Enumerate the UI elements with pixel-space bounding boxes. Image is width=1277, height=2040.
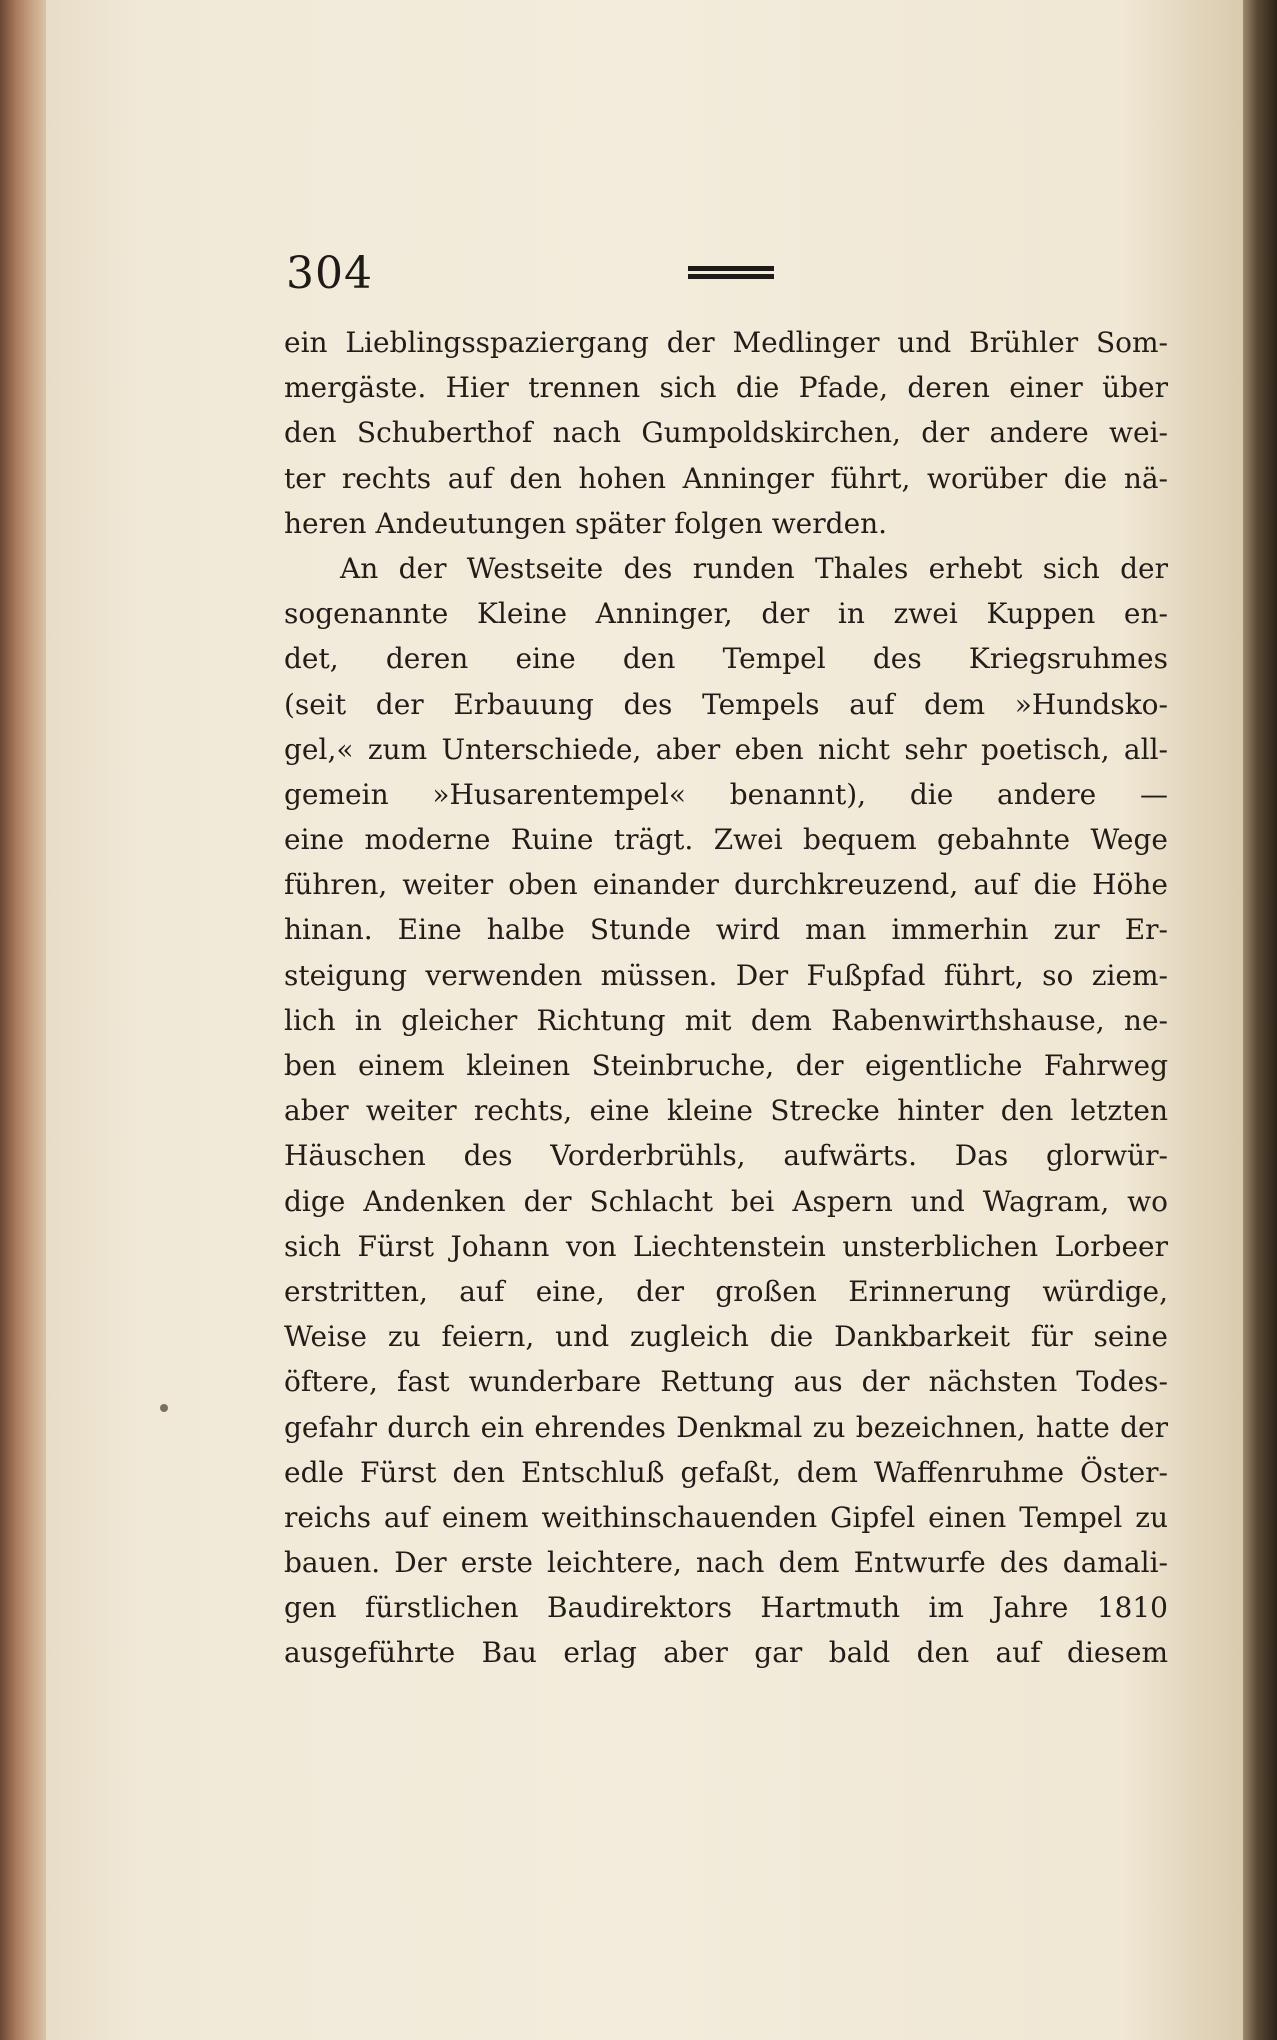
text-line: aber weiter rechts, eine kleine Strecke hinter den letzten [284,1094,1168,1128]
text-line: ben einem kleinen Steinbruche, der eigentliche Fahrweg [284,1049,1168,1082]
book-spine-edge [0,0,46,2040]
text-line: Häuschen des Vorderbrühls, aufwärts. Das glorwür- [284,1139,1168,1173]
text-line: eine moderne Ruine trägt. Zwei bequem gebahnte Wege [284,823,1168,857]
text-line: lich in gleicher Richtung mit dem Rabenwirthshause, ne- [284,1003,1168,1037]
page-fore-edge [1243,0,1277,2040]
text-line: ein Lieblingsspaziergang der Medlinger und Brühler Som- [284,326,1168,359]
header-double-rule [688,266,774,280]
text-line: gemein »Husarentempel« benannt), die andere — [284,777,1168,811]
body-text [284,320,1168,1676]
text-line: edle Fürst den Entschluß gefaßt, dem Waffenruhme Öster- [284,1455,1168,1489]
page-number: 304 [286,248,373,299]
text-line: bauen. Der erste leichtere, nach dem Entwurfe des damali- [284,1546,1168,1580]
text-line: den Schuberthof nach Gumpoldskirchen, der andere wei- [284,416,1168,450]
text-line: det, deren eine den Tempel des Kriegsruhmes [284,642,1168,676]
text-line: führen, weiter oben einander durchkreuzend, auf die Höhe [284,868,1168,902]
text-line: heren Andeutungen später folgen werden. [284,506,888,540]
text-line: sogenannte Kleine Anninger, der in zwei Kuppen en- [284,597,1168,631]
text-line: erstritten, auf eine, der großen Erinnerung würdige, [284,1274,1168,1308]
text-line: hinan. Eine halbe Stunde wird man immerhin zur Er- [284,913,1168,947]
text-line: (seit der Erbauung des Tempels auf dem »Hundsko- [284,687,1168,721]
text-line: mergäste. Hier trennen sich die Pfade, deren einer über [284,371,1168,405]
text-line: sich Fürst Johann von Liechtenstein unsterblichen Lorbeer [284,1229,1168,1263]
text-line: Weise zu feiern, und zugleich die Dankbarkeit für seine [284,1320,1168,1354]
text-line: gen fürstlichen Baudirektors Hartmuth im Jahre 1810 [284,1591,1168,1625]
text-line: öftere, fast wunderbare Rettung aus der nächsten Todes- [284,1365,1168,1399]
text-line: reichs auf einem weithinschauenden Gipfel einen Tempel zu [284,1500,1168,1534]
text-line: gel,« zum Unterschiede, aber eben nicht sehr poetisch, all- [284,732,1168,766]
paragraph-start-line: An der Westseite des runden Thales erhebt sich der [340,551,1168,585]
text-line: ter rechts auf den hohen Anninger führt, worüber die nä- [284,461,1168,495]
text-line: steigung verwenden müssen. Der Fußpfad führt, so ziem- [284,958,1168,992]
text-line: gefahr durch ein ehrendes Denkmal zu bezeichnen, hatte der [284,1410,1168,1444]
ink-smudge [160,1404,168,1412]
text-line: ausgeführte Bau erlag aber gar bald den auf diesem [284,1636,1168,1670]
text-line: dige Andenken der Schlacht bei Aspern und Wagram, wo [284,1184,1168,1218]
